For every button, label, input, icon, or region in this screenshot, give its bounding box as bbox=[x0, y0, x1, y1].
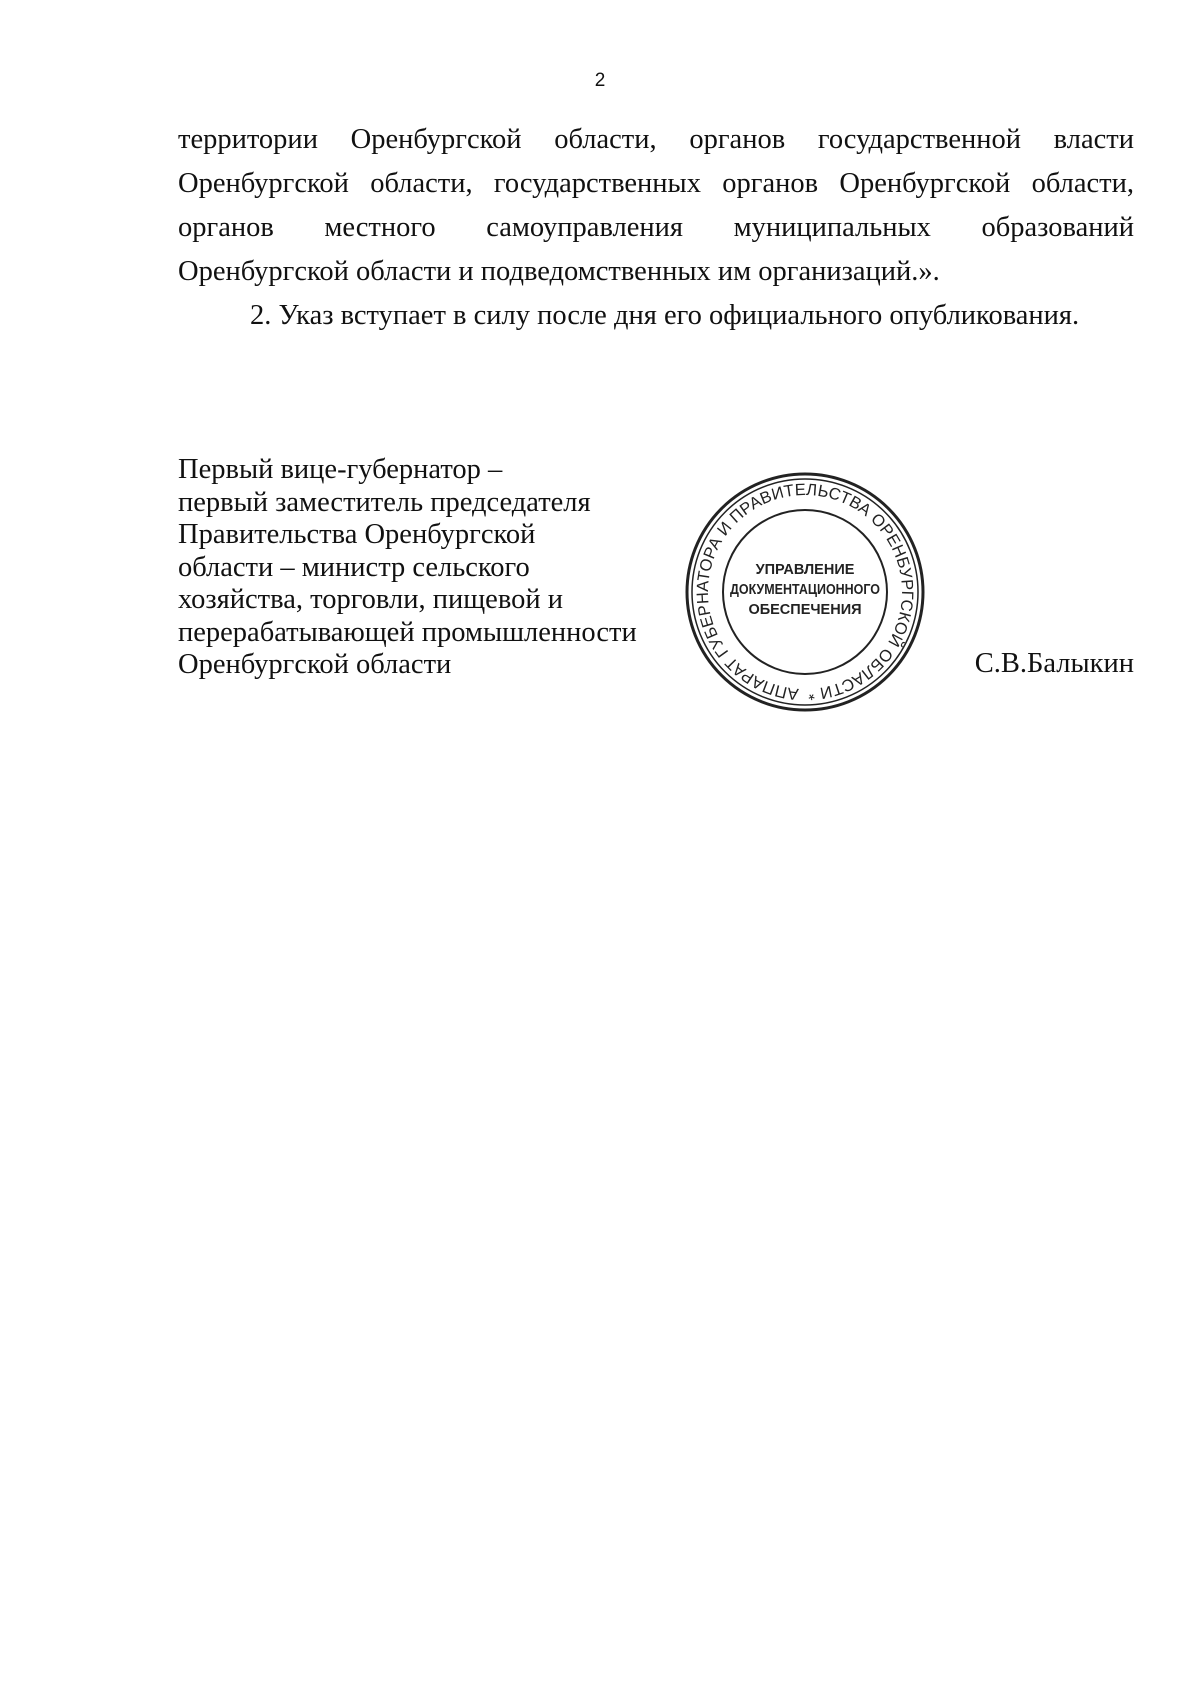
stamp-outer-text: АППАРАТ ГУБЕРНАТОРА И ПРАВИТЕЛЬСТВА ОРЕНБУРГСКОЙ ОБЛАСТИ * bbox=[693, 480, 917, 704]
official-stamp bbox=[683, 470, 927, 714]
document-body bbox=[178, 118, 1134, 338]
signer-name: С.В.Балыкин bbox=[974, 648, 1134, 679]
signer-title-line: первый заместитель председателя bbox=[178, 486, 591, 518]
signer-title-line: перерабатывающей промышленности bbox=[178, 616, 637, 648]
stamp-center-line: ОБЕСПЕЧЕНИЯ bbox=[748, 602, 862, 618]
paragraph-effective-date: 2. Указ вступает в силу после дня его официального опубликования. bbox=[250, 300, 1080, 331]
signer-title-line: хозяйства, торговли, пищевой и bbox=[178, 584, 563, 615]
stamp-center-line: ДОКУМЕНТАЦИОННОГО bbox=[730, 582, 880, 598]
signer-title-line: области – министр сельского bbox=[178, 551, 530, 583]
stamp-seal-icon bbox=[683, 470, 927, 714]
stamp-center-line: УПРАВЛЕНИЕ bbox=[755, 562, 855, 578]
signer-title-line: Первый вице-губернатор – bbox=[178, 454, 503, 485]
signer-title-line: Правительства Оренбургской bbox=[178, 519, 536, 550]
signer-title-line: Оренбургской области bbox=[178, 649, 452, 680]
signer-title bbox=[178, 454, 658, 682]
page-number: 2 bbox=[594, 70, 606, 91]
paragraph-continuation: территории Оренбургской области, органов государственной власти Оренбургской области, государственных органов Оренбургской области, органов местного самоуправления муниципальных образований Оренбургской области и подведомственных им организаций.». bbox=[178, 124, 1134, 287]
